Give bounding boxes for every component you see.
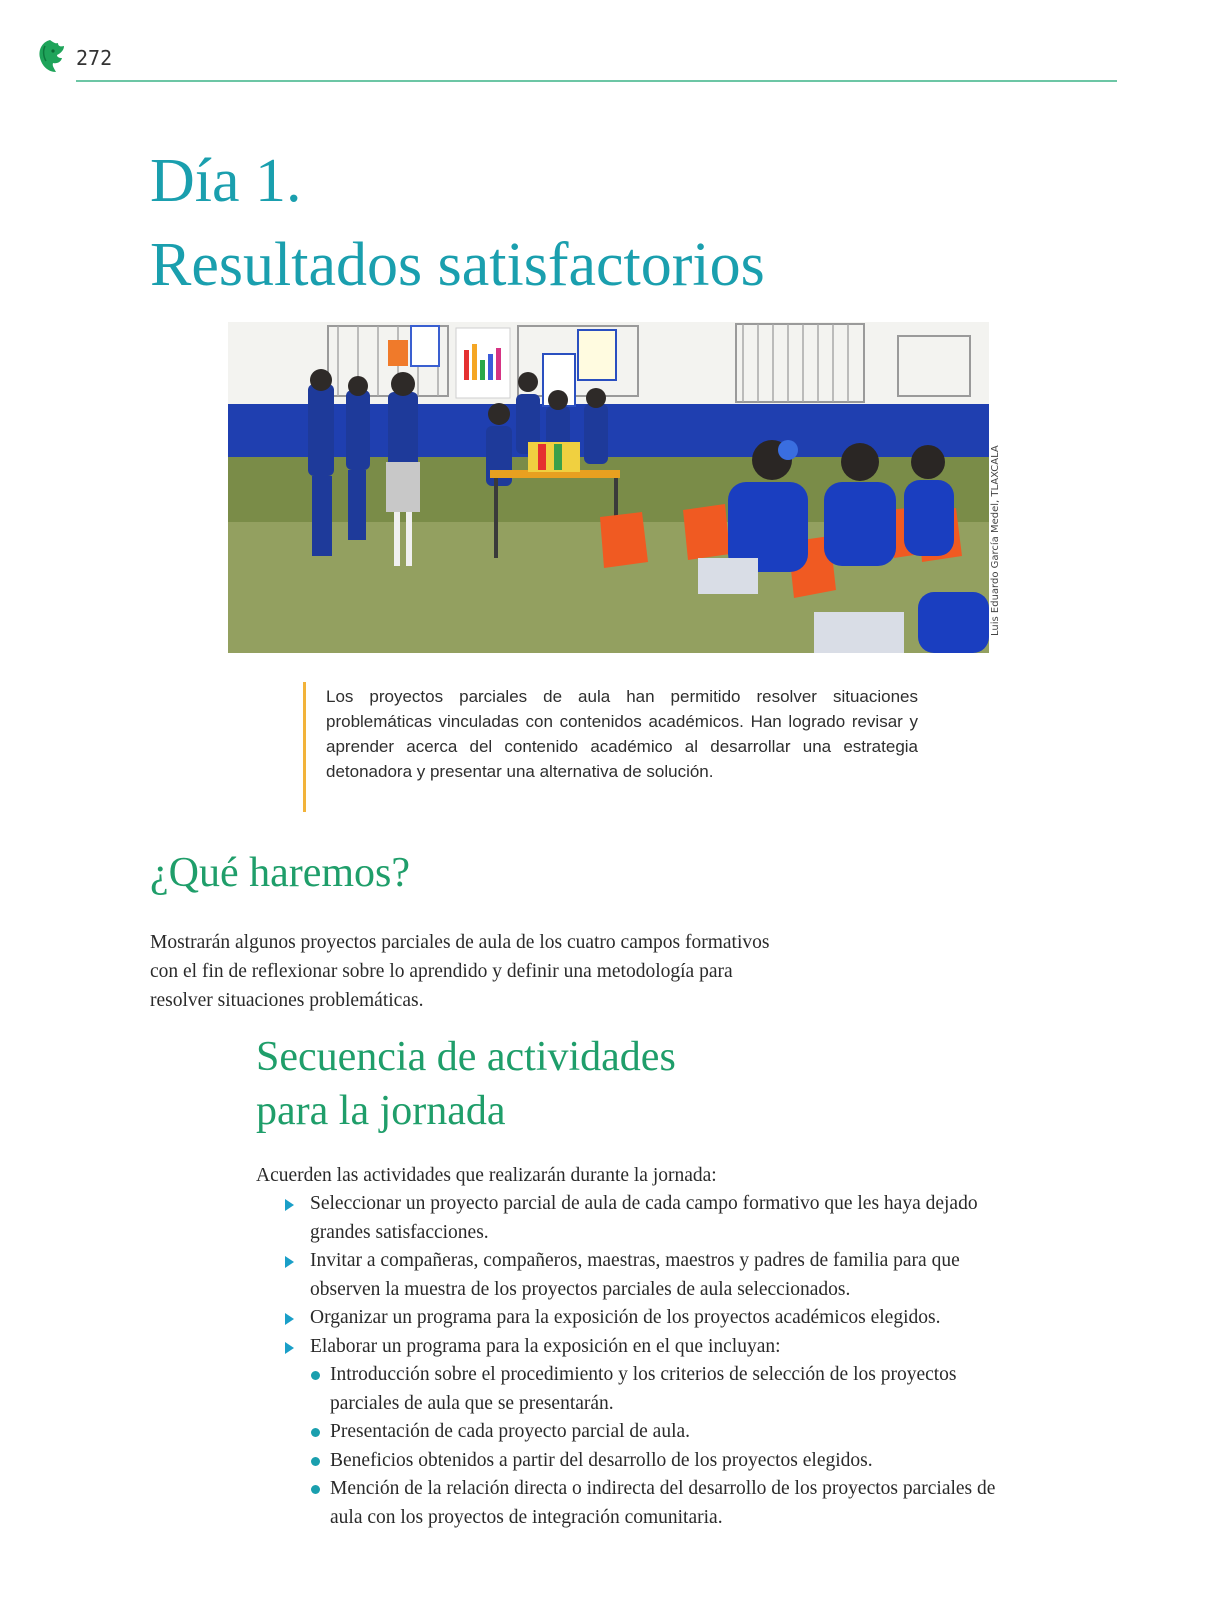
que-haremos-heading: ¿Qué haremos? [150,850,411,896]
dot-bullet-icon [311,1485,320,1494]
sub-activities-list [310,1361,1004,1532]
dot-bullet-icon [311,1371,320,1380]
activities-intro: Acuerden las actividades que realizarán durante la jornada: [256,1165,717,1186]
triangle-bullet-icon [285,1199,294,1211]
dot-bullet-icon [311,1457,320,1466]
intro-callout [303,682,918,812]
page-title-day: Día 1. [150,147,302,215]
sub-list-item: Beneficios obtenidos a partir del desarrollo de los proyectos elegidos. [310,1447,1004,1476]
intro-text: Los proyectos parciales de aula han permitido resolver situaciones problemáticas vinculadas con contenidos académicos. Han logrado revisar y aprender acerca del contenido académico al desarrollar una estrategia detonadora y presentar una alternativa de solución. [326,687,918,781]
page-header [36,36,1086,86]
triangle-bullet-icon [285,1342,294,1354]
list-item: Invitar a compañeras, compañeros, maestras, maestros y padres de familia para que observen la muestra de los proyectos parciales de aula seleccionados. [284,1247,1004,1304]
secuencia-heading-line2: para la jornada [256,1088,506,1134]
activities-list [284,1190,1004,1532]
sub-list-item: Presentación de cada proyecto parcial de aula. [310,1418,1004,1447]
sub-list-item: Mención de la relación directa o indirecta del desarrollo de los proyectos parciales de aula con los proyectos de integración comunitaria. [310,1475,1004,1532]
dot-bullet-icon [311,1428,320,1437]
list-item: Organizar un programa para la exposición de los proyectos académicos elegidos. [284,1304,1004,1333]
list-item: Seleccionar un proyecto parcial de aula de cada campo formativo que les haya dejado grandes satisfacciones. [284,1190,1004,1247]
triangle-bullet-icon [285,1313,294,1325]
page-title: Resultados satisfactorios [150,231,765,299]
triangle-bullet-icon [285,1256,294,1268]
photo-credit: Luis Eduardo García Medel, TLAXCALA [990,445,1001,636]
green-leaf-face-logo-icon [36,38,68,74]
list-item: Elaborar un programa para la exposición en el que incluyan: Introducción sobre el procedimiento y los criterios de selección de los proyectos parciales de aula que se presentarán. Presentación de cada proyecto parcial de aula. Beneficios obtenidos a partir del desarrollo de los proyectos elegidos. Mención de la relación directa o indirecta del desarrollo de los proyectos parciales de aula con los proyectos de integración comunitaria. [284,1333,1004,1533]
secuencia-heading-line1: Secuencia de actividades [256,1034,676,1080]
secuencia-heading [256,1030,676,1138]
que-haremos-text: Mostrarán algunos proyectos parciales de aula de los cuatro campos formativos con el fin de reflexionar sobre lo aprendido y definir una metodología para resolver situaciones problemáticas. [150,932,770,1011]
header-divider [76,80,1117,82]
sub-list-item: Introducción sobre el procedimiento y los criterios de selección de los proyectos parciales de aula que se presentarán. [310,1361,1004,1418]
students-presentation-photo [228,322,989,653]
page-number: 272 [76,46,113,70]
